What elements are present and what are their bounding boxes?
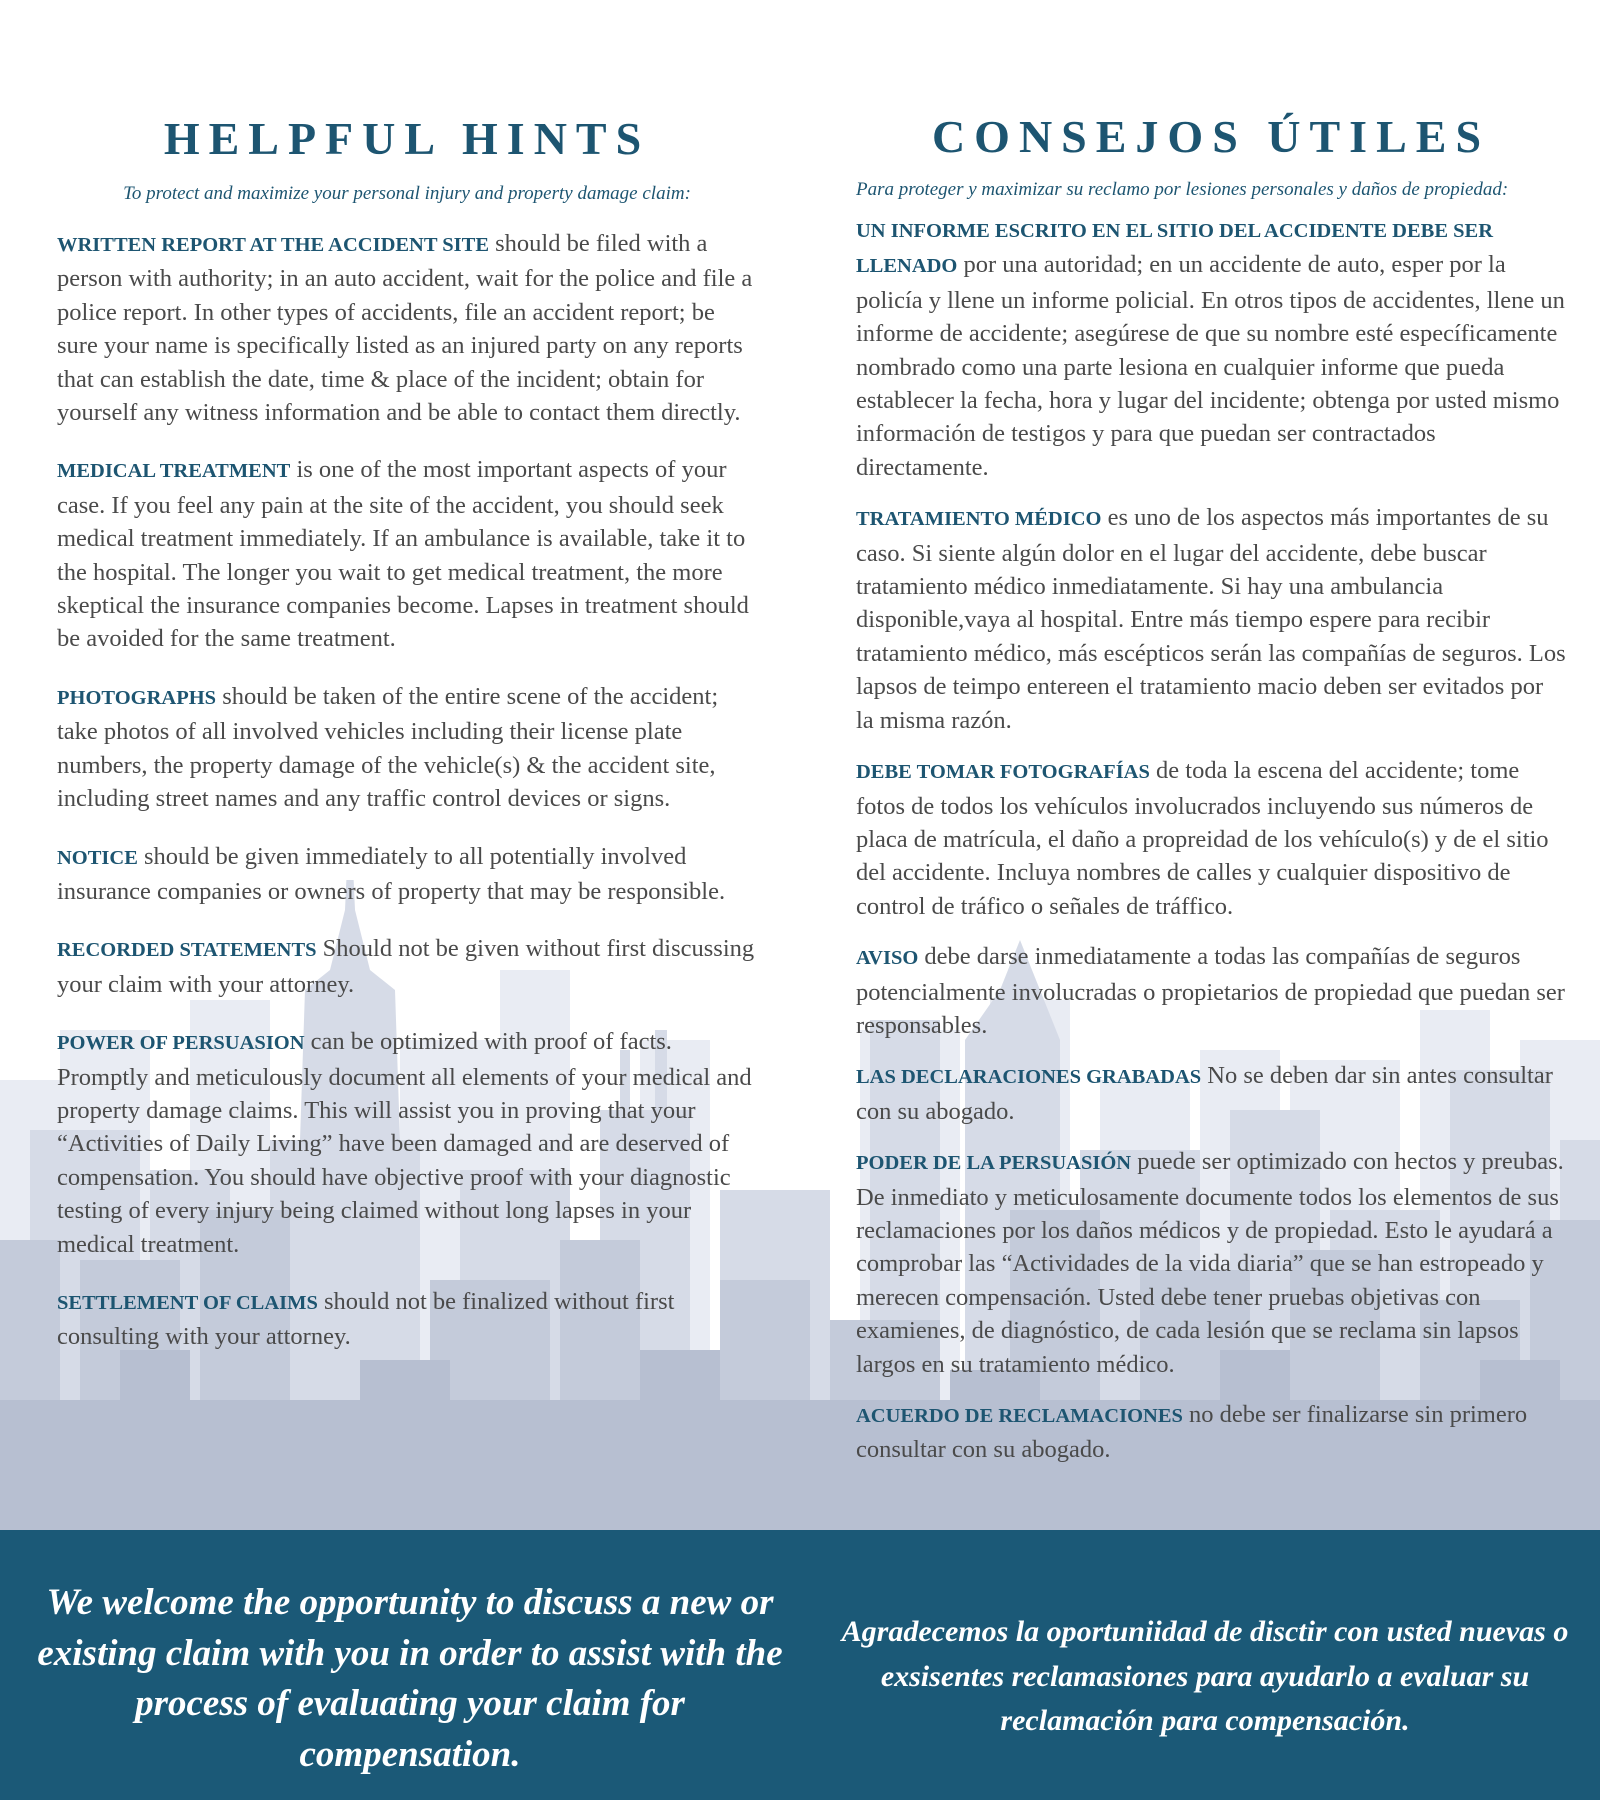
hint-text: debe darse inmediatamente a todas las compañías de seguros potencialmente involucradas o propietarios de propiedad que puedan ser responsables.	[856, 943, 1565, 1039]
hint-tratamiento-medico	[856, 501, 1566, 737]
footer-spanish-message: Agradecemos la oportuniidad de disctir con usted nuevas o exsisentes reclamasiones para ayudarlo a evaluar su reclamación para compensación.	[841, 1615, 1569, 1737]
hint-text: is one of the most important aspects of your case. If you feel any pain at the site of the accident, you should seek medical treatment immediately. If an ambulance is available, take it to the hospital. The longer you wait to get medical treatment, the more skeptical the insurance companies become. Lapses in treatment should be avoided for the same treatment.	[57, 456, 749, 653]
hint-text: por una autoridad; en un accidente de auto, esper por la policía y llene un informe policial. En otros tipos de accidentes, llene un informe de accidente; asegúrese de que su nombre esté específicamente nombrado como una parte lesiona en cualquier informe que pueda establecer la fecha, hora y lugar del incidente; obtenga por usted mismo información de testigos y para que puedan ser contractados directamente.	[856, 251, 1565, 481]
footer-band	[0, 1530, 1600, 1800]
hint-text: puede ser optimizado con hectos y preubas. De inmediato y meticulosamente documente todos los elementos de sus reclamaciones por los daños médicos y de propiedad. Esto le ayudará a comprobar las “Actividades de la vida diaria” que se han estropeado y merecen compensación. Usted debe tener pruebas objetivas con examienes, de diagnóstico, de cada lesión que se reclama sin lapsos largos en su tratamiento médico.	[856, 1148, 1564, 1378]
hint-heading: ACUERDO DE RECLAMACIONES	[856, 1405, 1183, 1427]
hint-heading: TRATAMIENTO MÉDICO	[856, 508, 1102, 531]
hint-recorded-statements	[57, 932, 757, 1001]
english-subtitle: To protect and maximize your personal injury and property damage claim:	[123, 183, 691, 204]
hint-written-report	[57, 227, 757, 429]
hint-heading: MEDICAL TREATMENT	[57, 460, 291, 483]
hint-text: no debe ser finalizarse sin primero consultar con su abogado.	[856, 1401, 1528, 1464]
hint-text: should be taken of the entire scene of the accident; take photos of all involved vehicles including their license plate numbers, the property damage of the vehicle(s) & the accident site, including street names and any traffic control devices or signs.	[57, 682, 719, 813]
hint-aviso	[856, 940, 1566, 1042]
hint-acuerdo-reclamaciones	[856, 1398, 1566, 1467]
hint-declaraciones-grabadas	[856, 1059, 1566, 1128]
hint-heading: NOTICE	[57, 846, 138, 869]
hint-heading: AVISO	[856, 947, 919, 970]
hint-heading: DEBE TOMAR FOTOGRAFÍAS	[856, 761, 1150, 784]
hint-informe-escrito	[856, 213, 1566, 484]
hint-text: should be given immediately to all potentially involved insurance companies or owners of property that may be responsible.	[57, 842, 726, 905]
hint-heading: PODER DE LA PERSUASIÓN	[856, 1152, 1132, 1175]
hint-text: de toda la escena del accidente; tome fotos de todos los vehículos involucrados incluyendo sus números de placa de matrícula, el daño a propreidad de los vehículo(s) y de el sitio del accidente. Incluya nombres de calles y cualquier dispositivo de control de tráfico o señales de tráffico.	[856, 757, 1549, 920]
footer-english-message: We welcome the opportunity to discuss a new or existing claim with you in order to assist with the process of evaluating your claim for compensation.	[37, 1582, 783, 1775]
hint-notice	[57, 840, 757, 909]
hint-heading: POWER OF PERSUASION	[57, 1032, 305, 1055]
hint-heading: PHOTOGRAPHS	[57, 686, 217, 709]
hint-photographs	[57, 680, 757, 816]
hint-text: No se deben dar sin antes consultar con su abogado.	[856, 1062, 1553, 1125]
hint-text: should not be finalized without first consulting with your attorney.	[57, 1287, 675, 1351]
hint-heading: LAS DECLARACIONES GRABADAS	[856, 1066, 1202, 1089]
consejos-utiles-title: CONSEJOS ÚTILES	[931, 111, 1491, 162]
hint-text: es uno de los aspectos más importantes de su caso. Si siente algún dolor en el lugar del accidente, debe buscar tratamiento médico inmediatamente. Si hay una ambulancia disponible,vaya al hospital. Entre más tiempo espere para recibir tratamiento médico, más escépticos serán las compañías de seguros. Los lapsos de teimpo entereen el tratamiento macio deben ser evitados por la misma razón.	[856, 504, 1566, 734]
hint-text: Should not be given without first discussing your claim with your attorney.	[57, 935, 755, 998]
hint-text: should be filed with a person with authority; in an auto accident, wait for the police and file a police report. In other types of accidents, file an accident report; be sure your name is specifically listed as an injured party on any reports that can establish the date, time & place of the incident; obtain for yourself any witness information and be able to contact them directly.	[57, 230, 753, 427]
hint-heading: RECORDED STATEMENTS	[57, 939, 317, 962]
helpful-hints-title: HELPFUL HINTS	[163, 113, 651, 164]
hint-power-of-persuasion	[57, 1025, 757, 1261]
hint-medical-treatment	[57, 453, 757, 655]
hint-fotografias	[856, 754, 1566, 923]
hint-text: can be optimized with proof of facts. Promptly and meticulously document all elements of your medical and property damage claims. This will assist you in proving that your “Activities of Daily Living” have been damaged and are deserved of compensation. You should have objective proof with your diagnostic testing of every injury being claimed without long lapses in your medical treatment.	[57, 1028, 752, 1258]
hint-heading: UN INFORME ESCRITO EN EL SITIO DEL ACCIDENTE DEBE SER LLENADO	[856, 220, 1494, 278]
spanish-subtitle: Para proteger y maximizar su reclamo por lesiones personales y daños de propiedad:	[856, 179, 1509, 200]
english-column	[57, 0, 757, 1354]
hint-heading: SETTLEMENT OF CLAIMS	[57, 1291, 318, 1314]
hint-heading: WRITTEN REPORT AT THE ACCIDENT SITE	[57, 234, 490, 256]
hint-poder-persuasion	[856, 1145, 1566, 1381]
spanish-column	[856, 0, 1566, 1467]
hint-settlement-of-claims	[57, 1285, 757, 1354]
